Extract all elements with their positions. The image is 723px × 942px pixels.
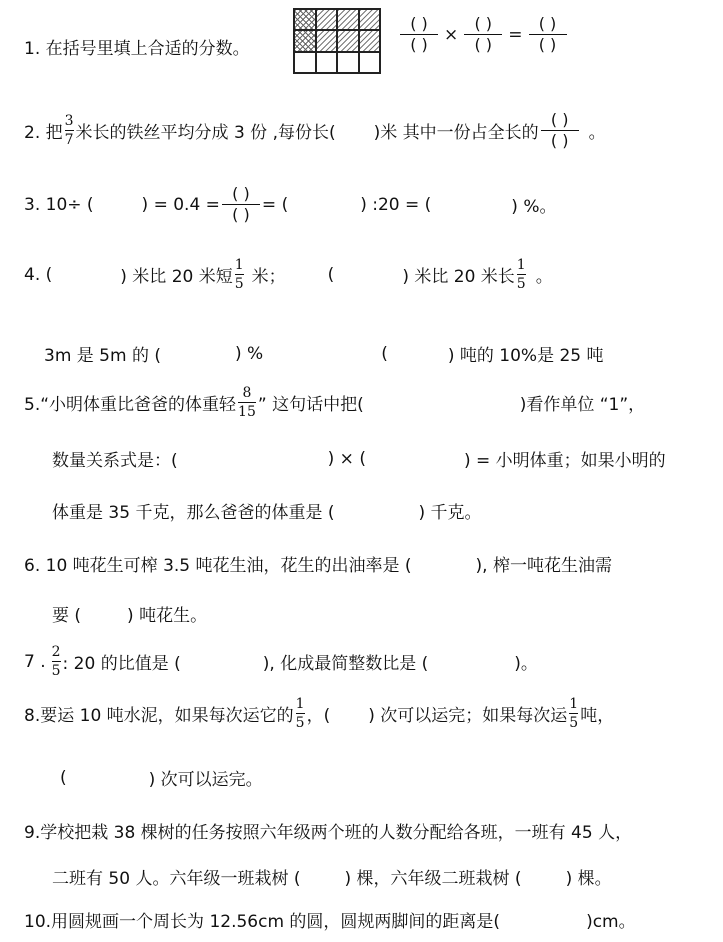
grid-cell-0-3 bbox=[359, 9, 381, 30]
q8-text-b: ，( bbox=[306, 706, 331, 726]
q3-line bbox=[24, 186, 557, 223]
q8-text-c: ) 次可以运完；如果每次运 bbox=[368, 706, 568, 726]
q2-end: 。 bbox=[588, 123, 606, 143]
q4-end: 。 bbox=[535, 267, 553, 287]
q6-line-1 bbox=[24, 551, 612, 576]
grid-cell-2-0 bbox=[294, 52, 316, 73]
q1-blank-fraction-1[interactable]: $\frac{( )}{( )}$ bbox=[400, 16, 438, 53]
q7-text-b: : 20 的比值是 ( bbox=[62, 654, 181, 674]
q5-fraction-8-15: $\frac{8}{15}$ bbox=[238, 385, 256, 420]
q2-text-a: 2. 把 bbox=[24, 123, 63, 143]
q5-line-2 bbox=[52, 446, 666, 471]
q10-text-a: 10.用圆规画一个周长为 12.56cm 的圆，圆规两脚间的距离是( bbox=[24, 912, 501, 932]
q4b-text-d: ) 吨的 10%是 25 吨 bbox=[447, 346, 604, 366]
q1-text: 1. 在括号里填上合适的分数。 bbox=[24, 39, 250, 59]
q2-text-c: )米 其中一份占全长的 bbox=[373, 123, 539, 143]
q3-text-b: ) = 0.4 = bbox=[141, 194, 220, 215]
q4b-text-a: 3m 是 5m 的 ( bbox=[44, 346, 161, 366]
q3-text-a: 3. 10÷ ( bbox=[24, 194, 94, 215]
q8-line-1 bbox=[24, 697, 614, 730]
q1-fractions bbox=[398, 16, 569, 53]
q5-text-b: ” 这句话中把( bbox=[257, 395, 364, 415]
q9-line-2 bbox=[52, 864, 612, 889]
q1-blank-fraction-2[interactable]: $\frac{( )}{( )}$ bbox=[464, 16, 502, 53]
grid-cell-1-0 bbox=[294, 30, 316, 51]
fraction-grid-figure bbox=[293, 8, 381, 74]
q7-text-d: )。 bbox=[514, 654, 538, 674]
grid-cell-2-1 bbox=[316, 52, 338, 73]
q4-text-c: 米； bbox=[251, 267, 286, 287]
q8-fraction-2: $\frac{1}{5}$ bbox=[569, 696, 579, 731]
q5-line2-c: ) = 小明体重；如果小明的 bbox=[463, 451, 666, 471]
q8-fraction-1: $\frac{1}{5}$ bbox=[295, 696, 305, 731]
q4-text-e: ) 米比 20 米长 bbox=[402, 267, 515, 287]
q4-line bbox=[24, 258, 553, 291]
q4-text-b: ) 米比 20 米短 bbox=[120, 267, 233, 287]
q8-line-2 bbox=[60, 765, 263, 790]
q2-text-b: 米长的铁丝平均分成 3 份 ,每份长( bbox=[75, 123, 336, 143]
q5-text-a: 5.“小明体重比爸爸的体重轻 bbox=[24, 395, 237, 415]
grid-cell-2-2 bbox=[337, 52, 359, 73]
q8-line2-b: ) 次可以运完。 bbox=[148, 770, 263, 790]
q9-line2-c: ) 棵。 bbox=[565, 869, 612, 889]
equals-sign: = bbox=[508, 24, 523, 45]
q9-line-1 bbox=[24, 818, 632, 843]
q10-line bbox=[24, 907, 636, 932]
q5-line3-b: ) 千克。 bbox=[418, 503, 482, 523]
q8-text-d: 吨， bbox=[580, 706, 615, 726]
q6-line-2 bbox=[52, 601, 207, 626]
q9-text-a: 9.学校把栽 38 棵树的任务按照六年级两个班的人数分配给各班，一班有 45 人， bbox=[24, 823, 633, 843]
q5-text-c: )看作单位 “1”， bbox=[519, 395, 646, 415]
q6-text-a: 6. 10 吨花生可榨 3.5 吨花生油，花生的出油率是 ( bbox=[24, 556, 412, 576]
q3-text-c: = ( bbox=[261, 194, 289, 215]
q8-text-a: 8.要运 10 吨水泥，如果每次运它的 bbox=[24, 706, 294, 726]
q3-text-d: ) :20 = ( bbox=[360, 194, 432, 215]
q6-line2-a: 要 ( bbox=[52, 606, 82, 626]
q1-blank-fraction-3[interactable]: $\frac{( )}{( )}$ bbox=[529, 16, 567, 53]
q9-line2-a: 二班有 50 人。六年级一班栽树 ( bbox=[52, 869, 301, 889]
grid-cell-2-3 bbox=[359, 52, 381, 73]
grid-cell-1-1 bbox=[316, 30, 338, 51]
q4-text-a: 4. ( bbox=[24, 264, 53, 285]
grid-cell-0-1 bbox=[316, 9, 338, 30]
grid-cell-0-0 bbox=[294, 9, 316, 30]
q6-text-b: ), 榨一吨花生油需 bbox=[475, 556, 612, 576]
q4-text-d: ( bbox=[327, 264, 335, 285]
q5-line3-a: 体重是 35 千克，那么爸爸的体重是 ( bbox=[52, 503, 335, 523]
q2-line bbox=[24, 112, 606, 149]
q6-line2-b: ) 吨花生。 bbox=[127, 606, 208, 626]
q3-text-e: ) %。 bbox=[511, 197, 557, 217]
q5-line2-a: 数量关系式是：( bbox=[52, 451, 178, 471]
q7-text-a: 7 . bbox=[24, 651, 46, 672]
times-sign: × bbox=[444, 24, 459, 45]
grid-cell-0-2 bbox=[337, 9, 359, 30]
q10-text-b: )cm。 bbox=[586, 912, 636, 932]
q5-line2-b: ) × ( bbox=[327, 448, 366, 469]
q1-line bbox=[24, 34, 250, 59]
q2-blank-fraction[interactable]: $\frac{( )}{( )}$ bbox=[541, 112, 579, 149]
q4b-text-c: ( bbox=[381, 343, 388, 364]
q7-line bbox=[24, 645, 538, 678]
q5-line-3 bbox=[52, 498, 482, 523]
q8-line2-a: ( bbox=[60, 767, 67, 788]
q3-blank-fraction[interactable]: $\frac{( )}{( )}$ bbox=[222, 186, 260, 223]
q7-fraction-2-5: $\frac{2}{5}$ bbox=[51, 644, 61, 679]
q7-text-c: ), 化成最简整数比是 ( bbox=[262, 654, 429, 674]
q4-fraction-1: $\frac{1}{5}$ bbox=[234, 257, 244, 292]
q4-fraction-2: $\frac{1}{5}$ bbox=[516, 257, 526, 292]
q9-line2-b: ) 棵，六年级二班栽树 ( bbox=[344, 869, 522, 889]
q2-fraction-3-7: $\frac{3}{7}$ bbox=[64, 113, 74, 148]
q5-line-1 bbox=[24, 386, 645, 419]
q4b-line bbox=[44, 341, 604, 366]
q4b-text-b: ) % bbox=[235, 343, 264, 364]
grid-cell-1-3 bbox=[359, 30, 381, 51]
grid-cell-1-2 bbox=[337, 30, 359, 51]
